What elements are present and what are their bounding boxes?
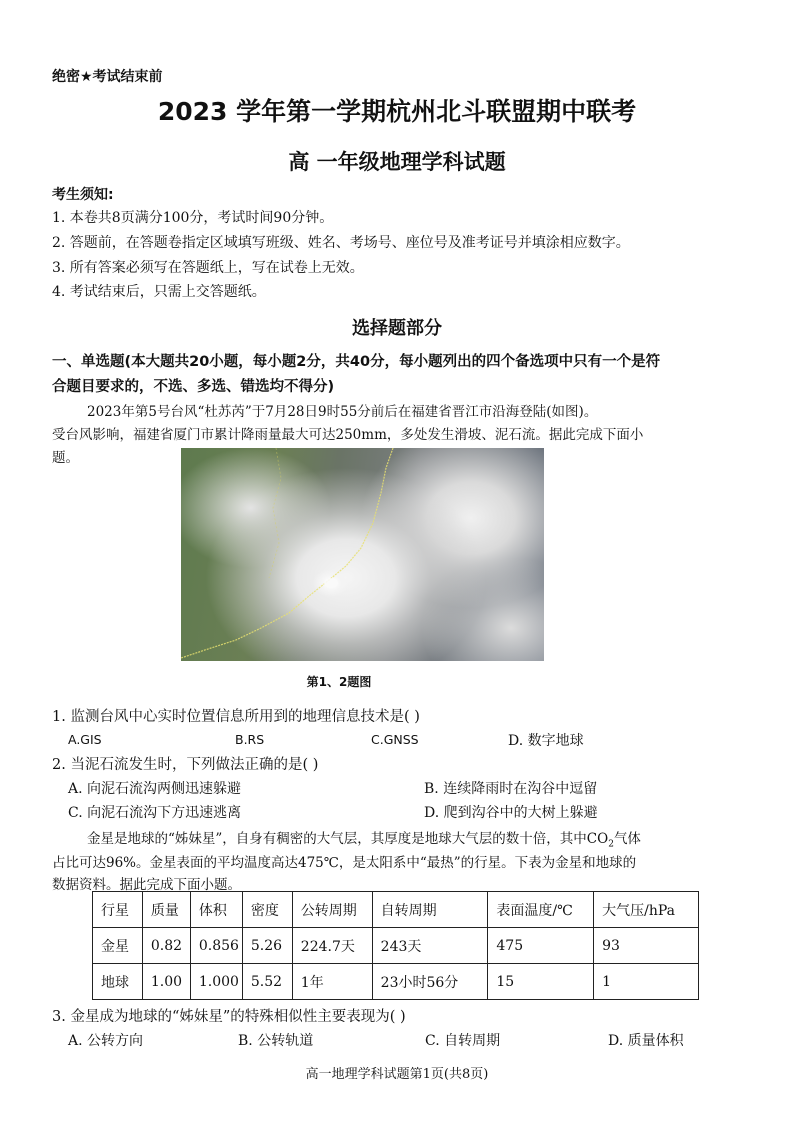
table-row	[93, 928, 699, 964]
exam-title: 2023 学年第一学期杭州北斗联盟期中联考	[157, 97, 637, 126]
section-title: 选择题部分	[352, 318, 442, 339]
exam-subtitle: 高 一年级地理学科试题	[288, 150, 506, 174]
table-cell: 93	[594, 928, 699, 964]
table-header-cell: 表面温度/℃	[488, 892, 594, 928]
q1-option-a: A.GIS	[68, 732, 102, 747]
page-footer: 高一地理学科试题第1页(共8页)	[305, 1067, 489, 1082]
table-row	[93, 964, 699, 1000]
table-header-row	[93, 892, 699, 928]
q2-option-d: D. 爬到沟谷中的大树上躲避	[424, 805, 598, 821]
table-cell: 243天	[372, 928, 488, 964]
table-cell: 224.7天	[292, 928, 372, 964]
table-header-cell: 大气压/hPa	[594, 892, 699, 928]
question-1-stem: 1. 监测台风中心实时位置信息所用到的地理信息技术是( )	[52, 709, 420, 725]
q2-option-a: A. 向泥石流沟两侧迅速躲避	[68, 781, 242, 797]
notice-item: 1. 本卷共8页满分100分，考试时间90分钟。	[52, 210, 334, 226]
q1-option-c: C.GNSS	[371, 732, 419, 747]
table-cell: 5.26	[242, 928, 292, 964]
notice-item: 2. 答题前，在答题卷指定区域填写班级、姓名、考场号、座位号及准考证号并填涂相应数字。	[52, 235, 630, 251]
confidential-label: 绝密★考试结束前	[52, 69, 163, 85]
venus-paragraph-line2: 占比可达96%。金星表面的平均温度高达475℃，是太阳系中“最热”的行星。下表为金星和地球的	[52, 855, 637, 871]
table-header-cell: 行星	[93, 892, 143, 928]
typhoon-paragraph-line3: 题。	[52, 450, 79, 466]
q2-option-c: C. 向泥石流沟下方迅速逃离	[68, 805, 242, 821]
planet-data-table	[92, 891, 699, 1000]
typhoon-satellite-image	[181, 448, 544, 661]
table-header-cell: 体积	[190, 892, 242, 928]
table-header-cell: 质量	[142, 892, 190, 928]
part-heading-line2: 合题目要求的，不选、多选、错选均不得分)	[52, 379, 335, 395]
q3-option-b: B. 公转轨道	[238, 1033, 314, 1049]
venus-paragraph-line3: 数据资料。据此完成下面小题。	[52, 877, 241, 893]
table-cell: 475	[488, 928, 594, 964]
table-header-cell: 公转周期	[292, 892, 372, 928]
q2-option-b: B. 连续降雨时在沟谷中逗留	[424, 781, 598, 797]
q3-option-d: D. 质量体积	[608, 1033, 684, 1049]
question-3-stem: 3. 金星成为地球的“姊妹星”的特殊相似性主要表现为( )	[52, 1009, 406, 1025]
part-heading-line1: 一、单选题(本大题共20小题，每小题2分，共40分，每小题列出的四个备选项中只有一个是符	[52, 354, 661, 370]
table-cell: 1.000	[190, 964, 242, 1000]
table-cell: 0.856	[190, 928, 242, 964]
typhoon-paragraph-line2: 受台风影响，福建省厦门市累计降雨量最大可达250mm，多处发生滑坡、泥石流。据此完成下面小	[52, 427, 644, 443]
question-2-stem: 2. 当泥石流发生时，下列做法正确的是( )	[52, 757, 319, 773]
table-cell: 1	[594, 964, 699, 1000]
q1-option-b: B.RS	[235, 732, 265, 747]
table-cell: 0.82	[142, 928, 190, 964]
table-cell: 15	[488, 964, 594, 1000]
q3-option-a: A. 公转方向	[68, 1033, 144, 1049]
q1-option-d: D. 数字地球	[508, 733, 584, 749]
table-cell: 1年	[292, 964, 372, 1000]
notice-item: 3. 所有答案必须写在答题纸上，写在试卷上无效。	[52, 260, 364, 276]
venus-paragraph-line1: 金星是地球的“姊妹星”，自身有稠密的大气层，其厚度是地球大气层的数十倍，其中$CO_2$气体	[87, 831, 641, 850]
coastline-overlay	[181, 448, 544, 661]
table-header-cell: 自转周期	[372, 892, 488, 928]
q3-option-c: C. 自转周期	[425, 1033, 501, 1049]
table-cell: 5.52	[242, 964, 292, 1000]
notice-item: 4. 考试结束后，只需上交答题纸。	[52, 284, 266, 300]
table-cell: 金星	[93, 928, 143, 964]
notice-heading: 考生须知:	[52, 187, 114, 203]
figure-caption: 第1、2题图	[306, 675, 372, 689]
table-header-cell: 密度	[242, 892, 292, 928]
table-cell: 地球	[93, 964, 143, 1000]
typhoon-paragraph-line1: 2023年第5号台风“杜苏芮”于7月28日9时55分前后在福建省晋江市沿海登陆(如图)。	[87, 404, 598, 420]
table-cell: 1.00	[142, 964, 190, 1000]
table-cell: 23小时56分	[372, 964, 488, 1000]
